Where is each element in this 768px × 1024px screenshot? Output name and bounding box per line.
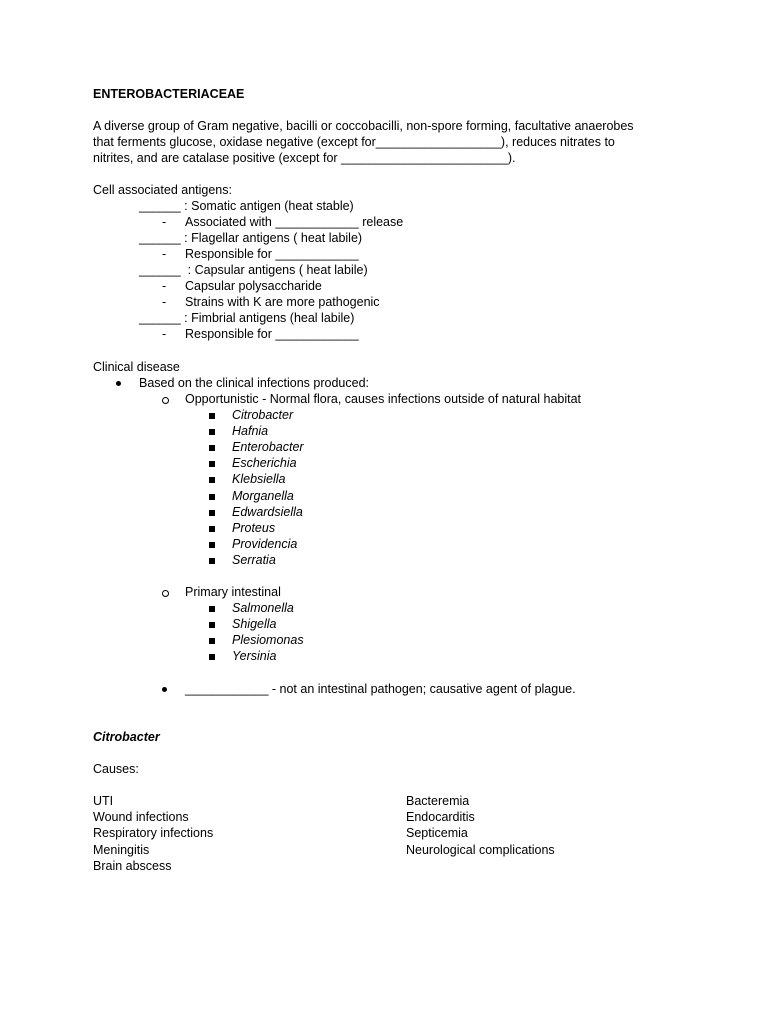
cause-item: Brain abscess	[93, 859, 172, 873]
cause-item: Neurological complications	[406, 843, 555, 857]
bullet-square-icon	[209, 429, 215, 435]
cause-item: Wound infections	[93, 810, 189, 824]
bullet-circle-icon	[162, 397, 169, 404]
cause-item: Septicemia	[406, 826, 468, 840]
clinical-based: Based on the clinical infections produced:	[139, 376, 370, 390]
bullet-circle-icon	[162, 590, 169, 597]
bullet-square-icon	[209, 654, 215, 660]
bullet-square-icon	[209, 477, 215, 483]
organism-item: Citrobacter	[232, 408, 294, 422]
organism-item: Yersinia	[232, 649, 277, 663]
intro-line: that ferments glucose, oxidase negative (except for__________________), reduces nitrates to	[93, 135, 615, 149]
opportunistic-line: Opportunistic - Normal flora, causes infections outside of natural habitat	[185, 392, 582, 406]
intro-line: nitrites, and are catalase positive (except for ________________________).	[93, 151, 516, 165]
bullet-square-icon	[209, 494, 215, 500]
cause-item: Meningitis	[93, 843, 150, 857]
k-antigen-detail: Capsular polysaccharide	[185, 279, 322, 293]
k-antigen-detail: Strains with K are more pathogenic	[185, 295, 380, 309]
organism-item: Providencia	[232, 537, 298, 551]
citrobacter-heading: Citrobacter	[93, 730, 160, 744]
cause-item: UTI	[93, 794, 114, 808]
h-antigen-line: ______ : Flagellar antigens ( heat labile)	[139, 231, 363, 245]
bullet-square-icon	[209, 461, 215, 467]
dash-marker: -	[162, 247, 167, 261]
organism-item: Salmonella	[232, 601, 294, 615]
causes-label: Causes:	[93, 762, 139, 776]
organism-item: Klebsiella	[232, 472, 286, 486]
organism-item: Enterobacter	[232, 440, 304, 454]
bullet-square-icon	[209, 526, 215, 532]
bullet-square-icon	[209, 622, 215, 628]
bullet-square-icon	[209, 413, 215, 419]
primary-intestinal-line: Primary intestinal	[185, 585, 281, 599]
antigens-heading: Cell associated antigens:	[93, 183, 232, 197]
bullet-square-icon	[209, 510, 215, 516]
bullet-square-icon	[209, 558, 215, 564]
dash-marker: -	[162, 279, 167, 293]
clinical-heading: Clinical disease	[93, 360, 180, 374]
dash-marker: -	[162, 295, 167, 309]
o-antigen-detail: Associated with ____________ release	[185, 215, 404, 229]
bullet-square-icon	[209, 445, 215, 451]
cause-item: Respiratory infections	[93, 826, 214, 840]
dash-marker: -	[162, 327, 167, 341]
o-antigen-line: ______ : Somatic antigen (heat stable)	[139, 199, 354, 213]
h-antigen-detail: Responsible for ____________	[185, 247, 359, 261]
intro-line: A diverse group of Gram negative, bacilli or coccobacilli, non-spore forming, facultative anaerobes	[93, 119, 634, 133]
organism-item: Morganella	[232, 489, 294, 503]
page-title: ENTEROBACTERIACEAE	[93, 87, 245, 101]
plague-line: ____________ - not an intestinal pathogen; causative agent of plague.	[185, 682, 576, 696]
bullet-square-icon	[209, 606, 215, 612]
cause-item: Bacteremia	[406, 794, 470, 808]
organism-item: Escherichia	[232, 456, 297, 470]
organism-item: Plesiomonas	[232, 633, 304, 647]
organism-item: Shigella	[232, 617, 277, 631]
bullet-dot-icon	[116, 381, 121, 386]
organism-item: Serratia	[232, 553, 276, 567]
organism-item: Edwardsiella	[232, 505, 303, 519]
k-antigen-line: ______ : Capsular antigens ( heat labile)	[139, 263, 368, 277]
organism-item: Proteus	[232, 521, 276, 535]
bullet-dot-icon	[162, 687, 167, 692]
bullet-square-icon	[209, 542, 215, 548]
fimbrial-antigen-line: ______ : Fimbrial antigens (heal labile)	[139, 311, 355, 325]
cause-item: Endocarditis	[406, 810, 475, 824]
dash-marker: -	[162, 215, 167, 229]
organism-item: Hafnia	[232, 424, 269, 438]
bullet-square-icon	[209, 638, 215, 644]
fimbrial-antigen-detail: Responsible for ____________	[185, 327, 359, 341]
